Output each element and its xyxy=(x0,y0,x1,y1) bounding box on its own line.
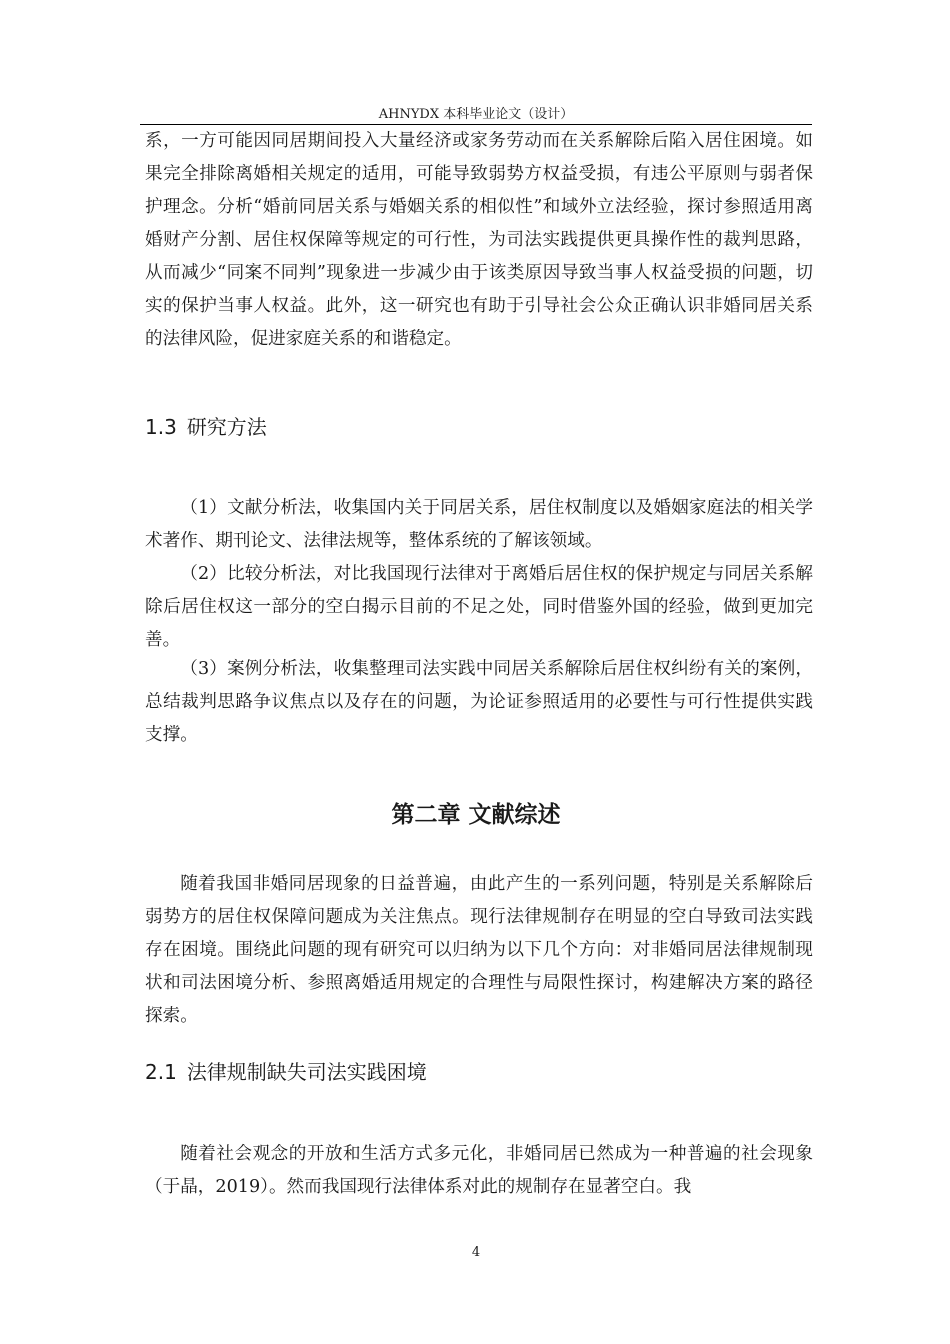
chapter-title: 第二章 文献综述 xyxy=(391,802,561,828)
paragraph-continued: 系，一方可能因同居期间投入大量经济或家务劳动而在关系解除后陷入居住困境。如果完全排除离婚相关规定的适用，可能导致弱势方权益受损，有违公平原则与弱者保护理念。分析“婚前同居关系与婚姻关系的相似性”和域外立法经验，探讨参照适用离婚财产分割、居住权保障等规定的可行性，为司法实践提供更具操作性的裁判思路，从而减少“同案不同判”现象进一步减少由于该类原因导致当事人权益受损的问题，切实的保护当事人权益。此外，这一研究也有助于引导社会公众正确认识非婚同居关系的法律风险，促进家庭关系的和谐稳定。 xyxy=(145,131,813,349)
method-comparative: （2）比较分析法，对比我国现行法律对于离婚后居住权的保护规定与同居关系解除后居住权这一部分的空白揭示目前的不足之处，同时借鉴外国的经验，做到更加完善。 xyxy=(145,564,813,650)
section-title: 研究方法 xyxy=(186,415,267,439)
section-number: 1.3 xyxy=(145,415,177,439)
section-number: 2.1 xyxy=(145,1060,177,1084)
method-literature: （1）文献分析法，收集国内关于同居关系，居住权制度以及婚姻家庭法的相关学术著作、期刊论文、法律法规等，整体系统的了解该领域。 xyxy=(145,498,813,551)
section-title: 法律规制缺失司法实践困境 xyxy=(186,1060,427,1084)
section-heading-2-1 xyxy=(145,1058,427,1086)
page-number: 4 xyxy=(471,1245,481,1260)
method-case: （3）案例分析法，收集整理司法实践中同居关系解除后居住权纠纷有关的案例，总结裁判思路争议焦点以及存在的问题，为论证参照适用的必要性与可行性提供实践支撑。 xyxy=(145,659,813,745)
chapter-intro-paragraph: 随着我国非婚同居现象的日益普遍，由此产生的一系列问题，特别是关系解除后弱势方的居住权保障问题成为关注焦点。现行法律规制存在明显的空白导致司法实践存在困境。围绕此问题的现有研究可以归纳为以下几个方向：对非婚同居法律规制现状和司法困境分析、参照离婚适用规定的合理性与局限性探讨，构建解决方案的路径探索。 xyxy=(145,874,813,1026)
section-heading-1-3 xyxy=(145,413,267,441)
running-header: AHNYDX 本科毕业论文（设计） xyxy=(378,107,574,122)
section-paragraph: 随着社会观念的开放和生活方式多元化，非婚同居已然成为一种普遍的社会现象（于晶，2019）。然而我国现行法律体系对此的规制存在显著空白。我 xyxy=(145,1144,813,1197)
